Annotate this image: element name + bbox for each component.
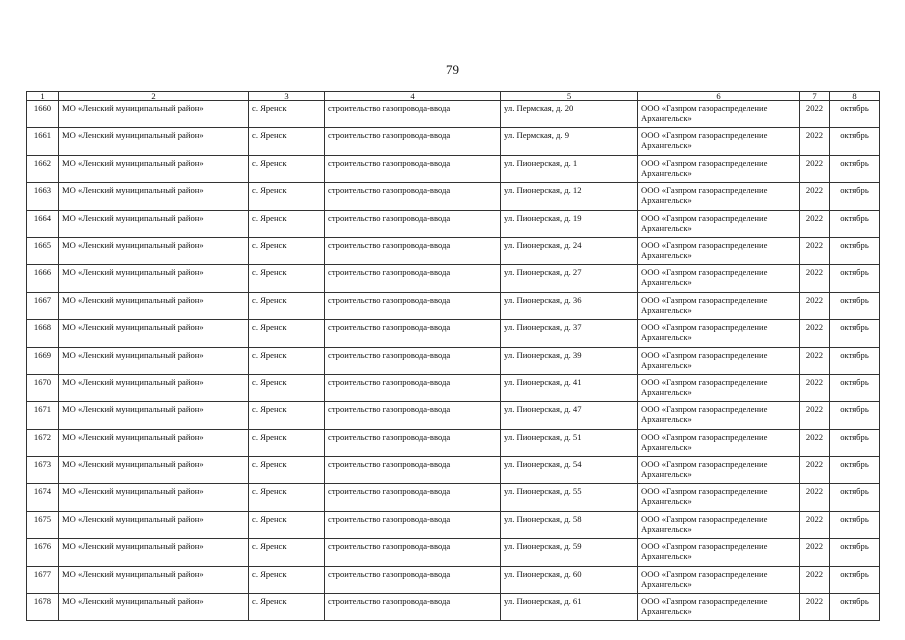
cell-municipality: МО «Ленский муниципальный район»	[59, 484, 249, 511]
table-row	[27, 347, 880, 374]
cell-settlement: с. Яренск	[249, 347, 325, 374]
cell-address: ул. Пермская, д. 20	[501, 101, 638, 128]
cell-year: 2022	[800, 402, 830, 429]
cell-settlement: с. Яренск	[249, 101, 325, 128]
cell-settlement: с. Яренск	[249, 484, 325, 511]
cell-municipality: МО «Ленский муниципальный район»	[59, 374, 249, 401]
cell-organization: ООО «Газпром газораспределение Архангельск»	[638, 155, 800, 182]
cell-organization: ООО «Газпром газораспределение Архангельск»	[638, 210, 800, 237]
cell-month: октябрь	[830, 566, 880, 593]
cell-municipality: МО «Ленский муниципальный район»	[59, 457, 249, 484]
cell-municipality: МО «Ленский муниципальный район»	[59, 511, 249, 538]
cell-month: октябрь	[830, 402, 880, 429]
cell-year: 2022	[800, 457, 830, 484]
cell-municipality: МО «Ленский муниципальный район»	[59, 594, 249, 621]
cell-work-type: строительство газопровода-ввода	[325, 183, 501, 210]
cell-settlement: с. Яренск	[249, 566, 325, 593]
cell-row-number: 1673	[27, 457, 59, 484]
cell-year: 2022	[800, 347, 830, 374]
cell-municipality: МО «Ленский муниципальный район»	[59, 265, 249, 292]
cell-year: 2022	[800, 101, 830, 128]
cell-municipality: МО «Ленский муниципальный район»	[59, 320, 249, 347]
cell-organization: ООО «Газпром газораспределение Архангельск»	[638, 429, 800, 456]
cell-municipality: МО «Ленский муниципальный район»	[59, 539, 249, 566]
cell-municipality: МО «Ленский муниципальный район»	[59, 347, 249, 374]
cell-work-type: строительство газопровода-ввода	[325, 457, 501, 484]
cell-settlement: с. Яренск	[249, 457, 325, 484]
cell-settlement: с. Яренск	[249, 155, 325, 182]
cell-settlement: с. Яренск	[249, 183, 325, 210]
cell-row-number: 1664	[27, 210, 59, 237]
cell-settlement: с. Яренск	[249, 320, 325, 347]
table-row	[27, 484, 880, 511]
cell-year: 2022	[800, 566, 830, 593]
column-header-6: 6	[638, 92, 800, 101]
cell-year: 2022	[800, 210, 830, 237]
cell-settlement: с. Яренск	[249, 210, 325, 237]
table-row	[27, 566, 880, 593]
cell-address: ул. Пионерская, д. 19	[501, 210, 638, 237]
cell-year: 2022	[800, 511, 830, 538]
table-row	[27, 292, 880, 319]
cell-address: ул. Пионерская, д. 24	[501, 237, 638, 264]
cell-month: октябрь	[830, 128, 880, 155]
table-row	[27, 374, 880, 401]
cell-settlement: с. Яренск	[249, 265, 325, 292]
cell-year: 2022	[800, 128, 830, 155]
cell-year: 2022	[800, 539, 830, 566]
cell-year: 2022	[800, 429, 830, 456]
cell-organization: ООО «Газпром газораспределение Архангельск»	[638, 292, 800, 319]
table-row	[27, 128, 880, 155]
cell-month: октябрь	[830, 210, 880, 237]
table-row	[27, 320, 880, 347]
table-row	[27, 457, 880, 484]
cell-work-type: строительство газопровода-ввода	[325, 511, 501, 538]
cell-row-number: 1669	[27, 347, 59, 374]
cell-municipality: МО «Ленский муниципальный район»	[59, 210, 249, 237]
cell-work-type: строительство газопровода-ввода	[325, 566, 501, 593]
cell-organization: ООО «Газпром газораспределение Архангельск»	[638, 374, 800, 401]
cell-address: ул. Пионерская, д. 54	[501, 457, 638, 484]
cell-organization: ООО «Газпром газораспределение Архангельск»	[638, 101, 800, 128]
cell-row-number: 1672	[27, 429, 59, 456]
cell-month: октябрь	[830, 511, 880, 538]
cell-year: 2022	[800, 292, 830, 319]
cell-month: октябрь	[830, 320, 880, 347]
cell-address: ул. Пионерская, д. 61	[501, 594, 638, 621]
cell-municipality: МО «Ленский муниципальный район»	[59, 101, 249, 128]
cell-year: 2022	[800, 237, 830, 264]
cell-month: октябрь	[830, 539, 880, 566]
cell-month: октябрь	[830, 374, 880, 401]
cell-work-type: строительство газопровода-ввода	[325, 402, 501, 429]
cell-settlement: с. Яренск	[249, 539, 325, 566]
cell-settlement: с. Яренск	[249, 594, 325, 621]
cell-row-number: 1671	[27, 402, 59, 429]
cell-year: 2022	[800, 265, 830, 292]
table-row	[27, 539, 880, 566]
cell-month: октябрь	[830, 457, 880, 484]
cell-row-number: 1677	[27, 566, 59, 593]
cell-address: ул. Пионерская, д. 41	[501, 374, 638, 401]
cell-year: 2022	[800, 320, 830, 347]
cell-organization: ООО «Газпром газораспределение Архангельск»	[638, 594, 800, 621]
cell-month: октябрь	[830, 594, 880, 621]
cell-address: ул. Пионерская, д. 58	[501, 511, 638, 538]
table-row	[27, 101, 880, 128]
cell-year: 2022	[800, 594, 830, 621]
cell-organization: ООО «Газпром газораспределение Архангельск»	[638, 484, 800, 511]
cell-municipality: МО «Ленский муниципальный район»	[59, 155, 249, 182]
page-number: 79	[446, 62, 459, 77]
cell-year: 2022	[800, 183, 830, 210]
cell-work-type: строительство газопровода-ввода	[325, 429, 501, 456]
cell-row-number: 1660	[27, 101, 59, 128]
table-row	[27, 183, 880, 210]
cell-month: октябрь	[830, 237, 880, 264]
table-row	[27, 237, 880, 264]
cell-address: ул. Пионерская, д. 59	[501, 539, 638, 566]
cell-row-number: 1661	[27, 128, 59, 155]
cell-organization: ООО «Газпром газораспределение Архангельск»	[638, 265, 800, 292]
column-header-7: 7	[800, 92, 830, 101]
cell-work-type: строительство газопровода-ввода	[325, 210, 501, 237]
table-row	[27, 155, 880, 182]
cell-month: октябрь	[830, 292, 880, 319]
column-header-8: 8	[830, 92, 880, 101]
cell-settlement: с. Яренск	[249, 511, 325, 538]
cell-settlement: с. Яренск	[249, 237, 325, 264]
cell-year: 2022	[800, 374, 830, 401]
cell-municipality: МО «Ленский муниципальный район»	[59, 566, 249, 593]
column-header-1: 1	[27, 92, 59, 101]
cell-municipality: МО «Ленский муниципальный район»	[59, 237, 249, 264]
table-row	[27, 402, 880, 429]
cell-row-number: 1663	[27, 183, 59, 210]
cell-row-number: 1665	[27, 237, 59, 264]
cell-municipality: МО «Ленский муниципальный район»	[59, 183, 249, 210]
cell-month: октябрь	[830, 429, 880, 456]
cell-row-number: 1674	[27, 484, 59, 511]
cell-work-type: строительство газопровода-ввода	[325, 292, 501, 319]
cell-address: ул. Пионерская, д. 39	[501, 347, 638, 374]
cell-month: октябрь	[830, 347, 880, 374]
cell-settlement: с. Яренск	[249, 292, 325, 319]
cell-organization: ООО «Газпром газораспределение Архангельск»	[638, 539, 800, 566]
cell-month: октябрь	[830, 155, 880, 182]
cell-municipality: МО «Ленский муниципальный район»	[59, 402, 249, 429]
cell-work-type: строительство газопровода-ввода	[325, 265, 501, 292]
cell-month: октябрь	[830, 183, 880, 210]
cell-work-type: строительство газопровода-ввода	[325, 484, 501, 511]
cell-work-type: строительство газопровода-ввода	[325, 374, 501, 401]
cell-row-number: 1678	[27, 594, 59, 621]
cell-work-type: строительство газопровода-ввода	[325, 594, 501, 621]
table-row	[27, 511, 880, 538]
cell-organization: ООО «Газпром газораспределение Архангельск»	[638, 237, 800, 264]
cell-organization: ООО «Газпром газораспределение Архангельск»	[638, 457, 800, 484]
cell-row-number: 1675	[27, 511, 59, 538]
column-header-3: 3	[249, 92, 325, 101]
cell-organization: ООО «Газпром газораспределение Архангельск»	[638, 128, 800, 155]
column-header-4: 4	[325, 92, 501, 101]
cell-year: 2022	[800, 155, 830, 182]
cell-organization: ООО «Газпром газораспределение Архангельск»	[638, 511, 800, 538]
cell-row-number: 1662	[27, 155, 59, 182]
cell-row-number: 1676	[27, 539, 59, 566]
cell-organization: ООО «Газпром газораспределение Архангельск»	[638, 347, 800, 374]
cell-work-type: строительство газопровода-ввода	[325, 347, 501, 374]
table-row	[27, 265, 880, 292]
cell-organization: ООО «Газпром газораспределение Архангельск»	[638, 402, 800, 429]
cell-municipality: МО «Ленский муниципальный район»	[59, 429, 249, 456]
cell-month: октябрь	[830, 484, 880, 511]
cell-municipality: МО «Ленский муниципальный район»	[59, 128, 249, 155]
cell-settlement: с. Яренск	[249, 402, 325, 429]
cell-settlement: с. Яренск	[249, 128, 325, 155]
cell-row-number: 1668	[27, 320, 59, 347]
cell-month: октябрь	[830, 265, 880, 292]
cell-address: ул. Пионерская, д. 37	[501, 320, 638, 347]
cell-address: ул. Пионерская, д. 36	[501, 292, 638, 319]
cell-work-type: строительство газопровода-ввода	[325, 101, 501, 128]
cell-work-type: строительство газопровода-ввода	[325, 237, 501, 264]
column-header-5: 5	[501, 92, 638, 101]
cell-settlement: с. Яренск	[249, 374, 325, 401]
cell-address: ул. Пионерская, д. 51	[501, 429, 638, 456]
cell-settlement: с. Яренск	[249, 429, 325, 456]
cell-address: ул. Пионерская, д. 55	[501, 484, 638, 511]
table-body	[27, 101, 880, 621]
column-header-2: 2	[59, 92, 249, 101]
cell-row-number: 1670	[27, 374, 59, 401]
cell-work-type: строительство газопровода-ввода	[325, 128, 501, 155]
cell-month: октябрь	[830, 101, 880, 128]
cell-address: ул. Пионерская, д. 1	[501, 155, 638, 182]
cell-address: ул. Пермская, д. 9	[501, 128, 638, 155]
table-row	[27, 210, 880, 237]
data-table	[26, 91, 880, 621]
cell-year: 2022	[800, 484, 830, 511]
table-row	[27, 594, 880, 621]
cell-work-type: строительство газопровода-ввода	[325, 155, 501, 182]
cell-address: ул. Пионерская, д. 12	[501, 183, 638, 210]
cell-address: ул. Пионерская, д. 60	[501, 566, 638, 593]
cell-organization: ООО «Газпром газораспределение Архангельск»	[638, 183, 800, 210]
cell-organization: ООО «Газпром газораспределение Архангельск»	[638, 566, 800, 593]
cell-organization: ООО «Газпром газораспределение Архангельск»	[638, 320, 800, 347]
cell-address: ул. Пионерская, д. 47	[501, 402, 638, 429]
cell-address: ул. Пионерская, д. 27	[501, 265, 638, 292]
table-row	[27, 429, 880, 456]
cell-municipality: МО «Ленский муниципальный район»	[59, 292, 249, 319]
cell-row-number: 1667	[27, 292, 59, 319]
cell-work-type: строительство газопровода-ввода	[325, 539, 501, 566]
cell-row-number: 1666	[27, 265, 59, 292]
table-header-row	[27, 92, 880, 101]
cell-work-type: строительство газопровода-ввода	[325, 320, 501, 347]
